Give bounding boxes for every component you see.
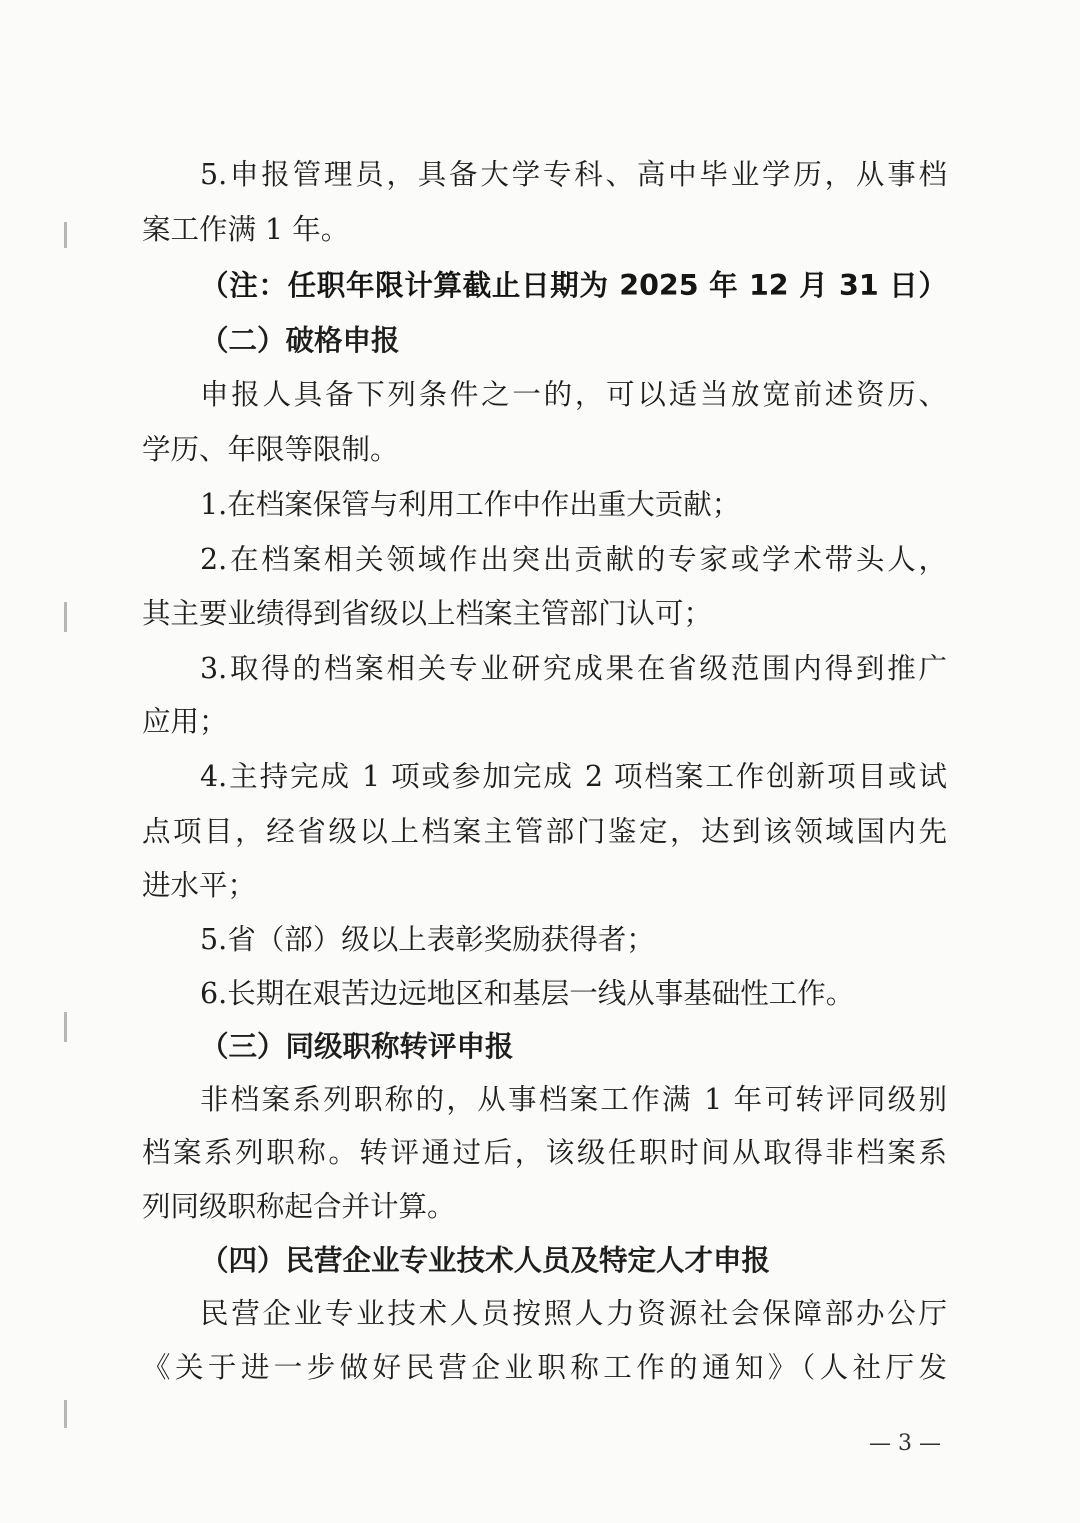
- body-line: 案工作满 1 年。: [142, 213, 350, 246]
- list-item: 1.在档案保管与利用工作中作出重大贡献；: [200, 488, 741, 521]
- scan-binding-mark: [64, 1012, 67, 1042]
- scan-binding-mark: [64, 602, 67, 632]
- note-line: （注：任职年限计算截止日期为 2025 年 12 月 31 日）: [200, 269, 947, 302]
- body-line: 民营企业专业技术人员按照人力资源社会保障部办公厅: [200, 1297, 947, 1330]
- scan-binding-mark: [64, 222, 67, 248]
- body-line: 非档案系列职称的，从事档案工作满 1 年可转评同级别: [200, 1083, 947, 1116]
- section-heading: （三）同级职称转评申报: [200, 1029, 514, 1063]
- body-line: 进水平；: [142, 869, 257, 902]
- list-item: 3.取得的档案相关专业研究成果在省级范围内得到推广: [200, 652, 947, 685]
- body-line: 点项目，经省级以上档案主管部门鉴定，达到该领域国内先: [142, 815, 947, 848]
- body-line: 应用；: [142, 705, 228, 738]
- body-line: 其主要业绩得到省级以上档案主管部门认可；: [142, 597, 713, 630]
- list-item: 6.长期在艰苦边远地区和基层一线从事基础性工作。: [200, 977, 855, 1010]
- body-line: 《关于进一步做好民营企业职称工作的通知》（人社厅发: [142, 1351, 947, 1384]
- list-item: 4.主持完成 1 项或参加完成 2 项档案工作创新项目或试: [200, 760, 947, 793]
- body-line: 学历、年限等限制。: [142, 433, 399, 466]
- list-item: 2.在档案相关领域作出突出贡献的专家或学术带头人，: [200, 543, 947, 576]
- section-heading: （二）破格申报: [200, 323, 400, 357]
- scan-binding-mark: [64, 1400, 67, 1428]
- page-number: — 3 —: [869, 1431, 941, 1456]
- body-line: 申报人具备下列条件之一的，可以适当放宽前述资历、: [200, 378, 947, 411]
- body-line: 档案系列职称。转评通过后，该级任职时间从取得非档案系: [142, 1136, 947, 1169]
- body-line: 5.申报管理员，具备大学专科、高中毕业学历，从事档: [200, 158, 947, 191]
- body-line: 列同级职称起合并计算。: [142, 1190, 456, 1223]
- list-item: 5.省（部）级以上表彰奖励获得者；: [200, 923, 655, 956]
- section-heading: （四）民营企业专业技术人员及特定人才申报: [200, 1243, 771, 1277]
